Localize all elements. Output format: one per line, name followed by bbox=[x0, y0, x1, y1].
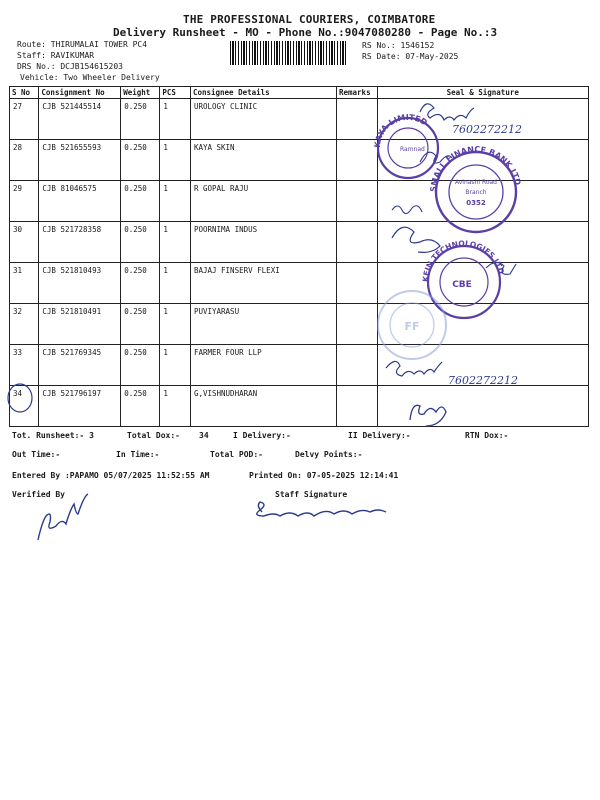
cell-consignee: POORNIMA INDUS bbox=[190, 222, 336, 263]
cell-weight: 0.250 bbox=[121, 345, 160, 386]
company-title: THE PROFESSIONAL COURIERS, COIMBATORE bbox=[183, 13, 436, 26]
cell-pcs: 1 bbox=[160, 140, 191, 181]
cell-pcs: 1 bbox=[160, 386, 191, 427]
cell-sno: 27 bbox=[10, 99, 39, 140]
col-sno: S No bbox=[10, 87, 39, 99]
rs-date-value: 07-May-2025 bbox=[405, 52, 459, 61]
cell-sno: 33 bbox=[10, 345, 39, 386]
cell-sno: 28 bbox=[10, 140, 39, 181]
total-dox-label: Total Dox:- bbox=[127, 431, 180, 440]
route-label: Route: bbox=[17, 40, 46, 49]
total-pod: Total POD:- bbox=[210, 450, 263, 459]
col-pcs: PCS bbox=[160, 87, 191, 99]
cell-weight: 0.250 bbox=[121, 263, 160, 304]
cell-weight: 0.250 bbox=[121, 99, 160, 140]
signature-scribble bbox=[392, 206, 422, 214]
cell-consignment: CJB 521810491 bbox=[39, 304, 121, 345]
farmer-stamp-inner: FF bbox=[404, 320, 420, 333]
rtn-dox: RTN Dox:- bbox=[465, 431, 509, 440]
bank-stamp-text: SMALL FINANCE BANK LTD bbox=[428, 144, 523, 193]
handwritten-phone-1: 7602272212 bbox=[452, 123, 522, 136]
signature-scribble bbox=[392, 227, 440, 252]
staff-signature-label: Staff Signature bbox=[275, 490, 348, 499]
signature-scribble bbox=[386, 361, 442, 376]
col-consignment: Consignment No bbox=[39, 87, 121, 99]
sno-circle-mark bbox=[8, 384, 32, 412]
in-time: In Time:- bbox=[116, 450, 160, 459]
entered-by: Entered By :PAPAMO 05/07/2025 11:52:55 AM bbox=[12, 471, 210, 480]
drs-label: DRS No.: bbox=[17, 62, 56, 71]
cell-weight: 0.250 bbox=[121, 140, 160, 181]
svg-text:KAYA LIMITED bbox=[373, 113, 429, 148]
bank-stamp bbox=[392, 145, 523, 232]
staff-value: RAVIKUMAR bbox=[50, 51, 95, 60]
cell-pcs: 1 bbox=[160, 99, 191, 140]
cell-consignment: CJB 521796197 bbox=[39, 386, 121, 427]
cell-consignment: CJB 521769345 bbox=[39, 345, 121, 386]
cell-pcs: 1 bbox=[160, 263, 191, 304]
ii-delivery: II Delivery:- bbox=[348, 431, 411, 440]
cell-consignment: CJB 521728358 bbox=[39, 222, 121, 263]
cell-consignment: CJB 521655593 bbox=[39, 140, 121, 181]
svg-text:KFIN TECHNOLOGIES LTD bbox=[421, 239, 506, 282]
cell-consignment: CJB 81046575 bbox=[39, 181, 121, 222]
col-consignee: Consignee Details bbox=[190, 87, 336, 99]
cell-consignee: FARMER FOUR LLP bbox=[190, 345, 336, 386]
bank-stamp-inner-2: Branch bbox=[465, 189, 487, 196]
cell-weight: 0.250 bbox=[121, 304, 160, 345]
cell-consignee: PUVIYARASU bbox=[190, 304, 336, 345]
cell-sno: 30 bbox=[10, 222, 39, 263]
cell-weight: 0.250 bbox=[121, 222, 160, 263]
cell-sno: 29 bbox=[10, 181, 39, 222]
cell-consignee: KAYA SKIN bbox=[190, 140, 336, 181]
col-weight: Weight bbox=[121, 87, 160, 99]
cell-pcs: 1 bbox=[160, 345, 191, 386]
runsheet-heading: Delivery Runsheet - MO - Phone No.:9047080280 - Page No.:3 bbox=[113, 26, 498, 39]
cell-pcs: 1 bbox=[160, 222, 191, 263]
kaya-stamp-inner: Ramnad bbox=[400, 146, 425, 153]
verified-signature bbox=[38, 494, 88, 540]
i-delivery: I Delivery:- bbox=[233, 431, 291, 440]
kfin-stamp-text: KFIN TECHNOLOGIES LTD bbox=[420, 238, 507, 283]
staff-signature bbox=[257, 502, 386, 516]
vehicle-label: Vehicle: bbox=[20, 73, 59, 82]
total-dox-value: 34 bbox=[199, 431, 209, 440]
signature-scribble bbox=[410, 405, 446, 426]
kaya-stamp-text: KAYA LIMITED bbox=[372, 112, 429, 149]
printed-on: Printed On: 07-05-2025 12:14:41 bbox=[249, 471, 399, 480]
cell-consignment: CJB 521445514 bbox=[39, 99, 121, 140]
signature-scribble bbox=[420, 104, 474, 120]
cell-consignee: BAJAJ FINSERV FLEXI bbox=[190, 263, 336, 304]
bank-stamp-inner-1: Avinashi Road bbox=[454, 179, 498, 186]
cell-pcs: 1 bbox=[160, 181, 191, 222]
vehicle-value: Two Wheeler Delivery bbox=[63, 73, 160, 82]
rs-no-label: RS No.: bbox=[362, 41, 396, 50]
cell-consignee: G,VISHNUDHARAN bbox=[190, 386, 336, 427]
col-seal-signature: Seal & Signature bbox=[377, 87, 588, 99]
delvy-points: Delvy Points:- bbox=[295, 450, 363, 459]
cell-weight: 0.250 bbox=[121, 386, 160, 427]
out-time: Out Time:- bbox=[12, 450, 61, 459]
verified-by-label: Verified By bbox=[12, 490, 65, 499]
cell-consignee: UROLOGY CLINIC bbox=[190, 99, 336, 140]
cell-pcs: 1 bbox=[160, 304, 191, 345]
cell-sno: 32 bbox=[10, 304, 39, 345]
cell-sno: 34 bbox=[10, 386, 39, 427]
cell-weight: 0.250 bbox=[121, 181, 160, 222]
bank-stamp-inner-3: 0352 bbox=[466, 199, 486, 207]
farmer-stamp bbox=[378, 291, 446, 359]
staff-label: Staff: bbox=[17, 51, 46, 60]
kfin-stamp bbox=[421, 239, 516, 318]
handwritten-phone-2: 7602272212 bbox=[448, 374, 518, 387]
rs-date-label: RS Date: bbox=[362, 52, 401, 61]
route-value: THIRUMALAI TOWER PC4 bbox=[50, 40, 148, 49]
cell-consignee: R GOPAL RAJU bbox=[190, 181, 336, 222]
rs-no-value: 1546152 bbox=[400, 41, 435, 50]
cell-sno: 31 bbox=[10, 263, 39, 304]
drs-value: DCJB154615203 bbox=[60, 62, 123, 71]
kfin-stamp-inner: CBE bbox=[452, 280, 472, 290]
col-remarks: Remarks bbox=[336, 87, 377, 99]
tot-runsheet: Tot. Runsheet:- 3 bbox=[12, 431, 94, 440]
cell-consignment: CJB 521810493 bbox=[39, 263, 121, 304]
